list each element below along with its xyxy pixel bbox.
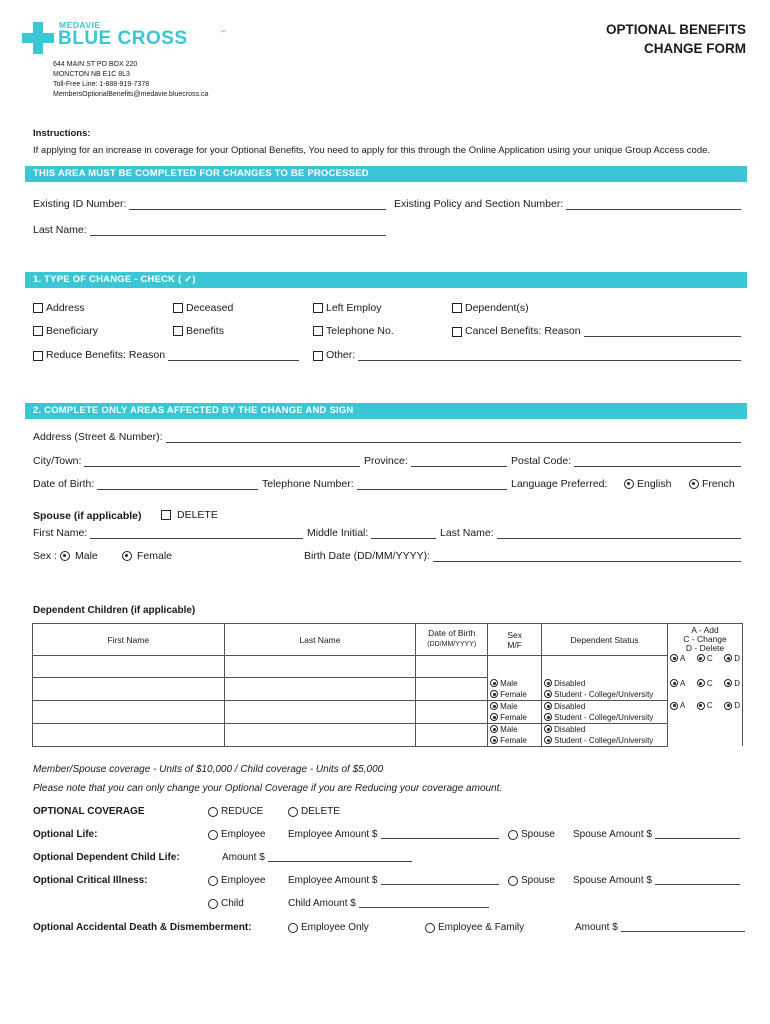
ci-employee-amount-field[interactable]	[288, 875, 499, 886]
dep-first-name-cell[interactable]	[33, 700, 225, 723]
radio-icon	[288, 923, 298, 933]
checkbox-icon	[33, 326, 43, 336]
existing-id-label: Existing ID Number:	[33, 198, 127, 210]
radio-icon	[697, 679, 705, 687]
left-employ-checkbox[interactable]	[313, 302, 381, 314]
col-last-name: Last Name	[224, 624, 416, 656]
sex-female-radio[interactable]	[490, 735, 539, 746]
col-dob-format: (DD/MM/YYYY)	[427, 641, 477, 648]
sex-male-radio[interactable]	[490, 701, 539, 712]
form-title-line2: CHANGE FORM	[644, 41, 746, 56]
female-label: Female	[500, 735, 527, 745]
spouse-birth-date-label: Birth Date (DD/MM/YYYY):	[304, 550, 431, 562]
life-spouse-radio[interactable]	[508, 829, 555, 840]
address-email: MembersOptionalBenefits@medavie.bluecross.ca	[53, 91, 209, 98]
employee-amount-label: Employee Amount $	[288, 875, 378, 886]
optional-life-label: Optional Life:	[33, 829, 98, 840]
disabled-checkbox[interactable]	[544, 678, 665, 689]
dependent-children-heading: Dependent Children (if applicable)	[33, 605, 196, 616]
optional-coverage-heading: OPTIONAL COVERAGE	[33, 806, 145, 817]
sex-male-radio[interactable]	[490, 724, 539, 735]
ci-child-radio[interactable]	[208, 898, 244, 909]
checkbox-icon[interactable]	[452, 327, 462, 337]
dep-last-name-cell[interactable]	[224, 723, 416, 746]
date-of-birth-label: Date of Birth:	[33, 478, 95, 490]
radio-icon	[122, 551, 132, 561]
a-label: A	[680, 701, 686, 710]
radio-icon	[624, 479, 634, 489]
add-amount-field[interactable]	[575, 922, 745, 933]
ci-employee-radio[interactable]	[208, 875, 265, 886]
french-radio[interactable]	[689, 478, 735, 490]
add-coverage-label: Optional Accidental Death & Dismemberment:	[33, 922, 252, 933]
coverage-units-note: Member/Spouse coverage - Units of $10,000 / Child coverage - Units of $5,000	[33, 764, 384, 775]
dep-action-cell	[668, 653, 743, 678]
radio-icon	[490, 690, 498, 698]
date-of-birth-field[interactable]	[33, 478, 258, 490]
d-label: D	[734, 678, 740, 688]
action-change: C - Change	[683, 634, 727, 645]
disabled-checkbox[interactable]	[544, 724, 665, 735]
amount-label: Amount $	[575, 922, 618, 933]
left-employ-label: Left Employ	[326, 302, 382, 314]
female-label: Female	[500, 689, 527, 699]
last-name-field[interactable]	[33, 224, 386, 236]
a-label: A	[680, 678, 686, 688]
dep-last-name-cell[interactable]	[224, 656, 416, 678]
checkbox-icon	[173, 326, 183, 336]
reduce-label: REDUCE	[221, 806, 264, 817]
life-employee-radio[interactable]	[208, 829, 265, 840]
col-action	[668, 624, 743, 656]
male-label: Male	[75, 550, 98, 562]
dep-status-cell	[542, 700, 668, 723]
female-label: Female	[137, 550, 173, 562]
employee-family-label: Employee & Family	[438, 922, 525, 933]
ci-spouse-amount-field[interactable]	[573, 875, 740, 886]
radio-icon	[724, 702, 732, 710]
checkbox-icon	[161, 510, 171, 520]
dep-first-name-cell[interactable]	[33, 678, 225, 701]
province-field[interactable]	[364, 455, 507, 467]
student-label: Student - College/University	[554, 735, 654, 745]
section-1-header: 1. TYPE OF CHANGE - CHECK ( ✓)	[25, 272, 747, 288]
checkbox-icon	[33, 303, 43, 313]
action-c-radio[interactable]	[697, 700, 713, 711]
english-radio[interactable]	[624, 478, 671, 490]
student-checkbox[interactable]	[544, 735, 665, 746]
radio-icon	[508, 876, 518, 886]
dep-status-cell	[542, 723, 668, 746]
checkbox-icon	[452, 303, 462, 313]
dep-status-cell	[542, 678, 668, 701]
spouse-female-radio[interactable]	[122, 550, 172, 562]
add-employee-family-radio[interactable]	[425, 922, 524, 933]
employee-only-label: Employee Only	[301, 922, 369, 933]
address-line: 644 MAIN ST PO BOX 220	[53, 61, 138, 68]
radio-icon	[697, 654, 705, 662]
action-d-radio[interactable]	[724, 700, 740, 711]
table-row	[33, 678, 743, 701]
spouse-amount-label: Spouse Amount $	[573, 875, 652, 886]
spouse-label: Spouse	[521, 875, 555, 886]
radio-icon	[724, 679, 732, 687]
dep-last-name-cell[interactable]	[224, 700, 416, 723]
male-label: Male	[500, 678, 518, 688]
brand-main: BLUE CROSS	[58, 28, 188, 49]
action-delete: D - Delete	[685, 643, 725, 654]
radio-icon	[544, 679, 552, 687]
critical-illness-label: Optional Critical Illness:	[33, 875, 148, 886]
address-line: Toll-Free Line: 1-888-919-7378	[53, 81, 150, 88]
postal-code-label: Postal Code:	[511, 455, 572, 467]
blue-cross-icon	[22, 22, 54, 54]
amount-label: Amount $	[222, 852, 265, 863]
child-label: Child	[221, 898, 244, 909]
spouse-last-name-label: Last Name:	[440, 527, 494, 539]
dep-sex-cell	[488, 723, 542, 746]
french-label: French	[702, 478, 735, 490]
disabled-label: Disabled	[554, 701, 586, 711]
disabled-label: Disabled	[554, 724, 586, 734]
city-field[interactable]	[33, 455, 360, 467]
delete-radio[interactable]	[288, 806, 340, 817]
instructions-text: If applying for an increase in coverage for your Optional Benefits, You need to apply for this through the Online Application using your unique Group Access code.	[33, 145, 711, 156]
radio-icon	[544, 725, 552, 733]
checkbox-icon	[173, 303, 183, 313]
radio-icon	[490, 702, 498, 710]
telephone-number-field[interactable]	[262, 478, 507, 490]
spouse-first-name-label: First Name:	[33, 527, 88, 539]
col-sex-sub: M/F	[507, 639, 522, 650]
action-d-radio[interactable]	[724, 678, 740, 689]
dep-status-cell	[542, 656, 668, 678]
col-dependent-status: Dependent Status	[542, 624, 668, 656]
sex-male-radio[interactable]	[490, 678, 539, 689]
c-label: C	[706, 701, 713, 710]
brand-top: MEDAVIE	[59, 20, 101, 30]
telephone-checkbox[interactable]	[313, 325, 394, 337]
checkbox-icon	[313, 303, 323, 313]
spouse-middle-initial-field[interactable]	[307, 527, 436, 539]
student-label: Student - College/University	[554, 689, 654, 699]
spouse-sex-label: Sex :	[33, 550, 57, 562]
add-employee-only-radio[interactable]	[288, 922, 369, 933]
table-header-row	[33, 624, 743, 656]
dep-first-name-cell[interactable]	[33, 656, 225, 678]
c-label: C	[706, 678, 713, 688]
other-label: Other:	[326, 349, 356, 361]
address-checkbox[interactable]	[33, 302, 85, 314]
dep-sex-cell	[488, 678, 542, 701]
employee-label: Employee	[221, 875, 266, 886]
employee-amount-label: Employee Amount $	[288, 829, 378, 840]
deceased-label: Deceased	[186, 302, 234, 314]
existing-policy-field[interactable]	[394, 198, 741, 210]
reduce-benefits-label: Reduce Benefits: Reason	[46, 349, 166, 361]
cancel-benefits-field[interactable]	[452, 325, 741, 337]
action-add: A - Add	[691, 625, 719, 636]
table-row	[33, 723, 743, 746]
student-checkbox[interactable]	[544, 689, 665, 700]
dep-first-name-cell[interactable]	[33, 723, 225, 746]
dep-action-cell	[668, 700, 743, 723]
radio-icon	[544, 736, 552, 744]
province-label: Province:	[364, 455, 408, 467]
employee-label: Employee	[221, 829, 266, 840]
child-amount-label: Child Amount $	[288, 898, 356, 909]
action-c-radio[interactable]	[697, 653, 713, 664]
student-label: Student - College/University	[554, 712, 654, 722]
cancel-benefits-label: Cancel Benefits: Reason	[465, 325, 581, 337]
action-a-radio[interactable]	[670, 653, 685, 664]
d-label: D	[734, 653, 740, 663]
brand-tm: ™	[220, 30, 226, 36]
radio-icon	[689, 479, 699, 489]
spouse-delete-checkbox[interactable]	[161, 509, 218, 521]
spouse-last-name-field[interactable]	[440, 527, 741, 539]
col-date-of-birth	[416, 624, 488, 656]
city-label: City/Town:	[33, 455, 82, 467]
radio-icon	[544, 702, 552, 710]
dep-dob-cell[interactable]	[416, 678, 488, 701]
sex-female-radio[interactable]	[490, 689, 539, 700]
street-address-field[interactable]	[33, 431, 741, 443]
dep-action-cell	[668, 678, 743, 701]
logo	[22, 20, 237, 56]
life-employee-amount-field[interactable]	[288, 829, 499, 840]
dep-sex-cell	[488, 656, 542, 678]
radio-icon	[208, 830, 218, 840]
col-dob-title: Date of Birth	[428, 628, 476, 638]
address-line: MONCTON NB E1C 8L3	[53, 71, 130, 78]
form-title-line1: OPTIONAL BENEFITS	[605, 22, 746, 37]
beneficiary-label: Beneficiary	[46, 325, 98, 337]
checkbox-icon[interactable]	[33, 351, 43, 361]
radio-icon	[208, 899, 218, 909]
radio-icon	[544, 690, 552, 698]
spouse-middle-initial-label: Middle Initial:	[307, 527, 369, 539]
dependents-table	[32, 623, 743, 747]
radio-icon	[670, 679, 678, 687]
spouse-label: Spouse	[521, 829, 555, 840]
radio-icon	[60, 551, 70, 561]
radio-icon	[670, 702, 678, 710]
existing-policy-label: Existing Policy and Section Number:	[394, 198, 564, 210]
radio-icon	[208, 876, 218, 886]
existing-id-field[interactable]	[33, 198, 386, 210]
female-label: Female	[500, 712, 527, 722]
dep-dob-cell[interactable]	[416, 700, 488, 723]
disabled-label: Disabled	[554, 678, 586, 688]
col-sex-title: Sex	[507, 629, 522, 640]
telephone-number-label: Telephone Number:	[262, 478, 354, 490]
spouse-birth-date-field[interactable]	[304, 550, 741, 562]
dep-last-name-cell[interactable]	[224, 678, 416, 701]
disabled-checkbox[interactable]	[544, 701, 665, 712]
d-label: D	[734, 701, 740, 710]
coverage-reduce-note: Please note that you can only change your Optional Coverage if you are Reducing your coverage amount.	[33, 783, 503, 794]
address-label: Address	[46, 302, 85, 314]
radio-icon	[288, 807, 298, 817]
col-first-name: First Name	[33, 624, 225, 656]
ci-spouse-radio[interactable]	[508, 875, 555, 886]
checkbox-icon[interactable]	[313, 351, 323, 361]
action-d-radio[interactable]	[724, 653, 740, 664]
dependents-checkbox[interactable]	[452, 302, 529, 314]
a-label: A	[680, 653, 686, 663]
deceased-checkbox[interactable]	[173, 302, 233, 314]
spouse-amount-label: Spouse Amount $	[573, 829, 652, 840]
delete-label: DELETE	[301, 806, 340, 817]
last-name-label: Last Name:	[33, 224, 87, 236]
spouse-male-radio[interactable]	[60, 550, 98, 562]
dep-sex-cell	[488, 700, 542, 723]
reduce-radio[interactable]	[208, 806, 263, 817]
male-label: Male	[500, 724, 518, 734]
radio-icon	[508, 830, 518, 840]
street-address-label: Address (Street & Number):	[33, 431, 163, 443]
section-2-header: 2. COMPLETE ONLY AREAS AFFECTED BY THE CHANGE AND SIGN	[25, 403, 747, 419]
action-c-radio[interactable]	[697, 678, 713, 689]
other-field[interactable]	[313, 349, 741, 361]
benefits-label: Benefits	[186, 325, 224, 337]
dependents-label: Dependent(s)	[465, 302, 529, 314]
form-title	[606, 20, 746, 58]
dep-dob-cell[interactable]	[416, 656, 488, 678]
col-sex	[488, 624, 542, 656]
radio-icon	[490, 725, 498, 733]
radio-icon	[490, 736, 498, 744]
spouse-first-name-field[interactable]	[33, 527, 303, 539]
radio-icon	[697, 702, 705, 710]
radio-icon	[670, 654, 678, 662]
student-checkbox[interactable]	[544, 712, 665, 723]
company-address	[53, 60, 208, 100]
radio-icon	[544, 713, 552, 721]
ci-child-amount-field[interactable]	[288, 898, 489, 909]
dep-action-cell	[668, 723, 743, 746]
table-row	[33, 700, 743, 723]
life-spouse-amount-field[interactable]	[573, 829, 740, 840]
radio-icon	[208, 807, 218, 817]
radio-icon	[490, 679, 498, 687]
radio-icon	[490, 713, 498, 721]
table-row	[33, 656, 743, 678]
dependent-child-life-label: Optional Dependent Child Life:	[33, 852, 180, 863]
beneficiary-checkbox[interactable]	[33, 325, 98, 337]
telephone-label: Telephone No.	[326, 325, 394, 337]
male-label: Male	[500, 701, 518, 711]
dependent-child-amount-field[interactable]	[222, 852, 412, 863]
c-label: C	[706, 653, 713, 663]
spouse-heading: Spouse (if applicable)	[33, 510, 142, 522]
instructions-heading: Instructions:	[33, 128, 91, 139]
english-label: English	[637, 478, 672, 490]
language-preferred-label: Language Preferred:	[511, 478, 608, 490]
sex-female-radio[interactable]	[490, 712, 539, 723]
action-a-radio[interactable]	[670, 678, 685, 689]
radio-icon	[425, 923, 435, 933]
radio-icon	[724, 654, 732, 662]
benefits-checkbox[interactable]	[173, 325, 224, 337]
section-required-header: THIS AREA MUST BE COMPLETED FOR CHANGES TO BE PROCESSED	[25, 166, 747, 182]
postal-code-field[interactable]	[511, 455, 741, 467]
reduce-benefits-field[interactable]	[33, 349, 299, 361]
spouse-delete-label: DELETE	[177, 509, 218, 521]
action-a-radio[interactable]	[670, 700, 685, 711]
dep-dob-cell[interactable]	[416, 723, 488, 746]
checkbox-icon	[313, 326, 323, 336]
